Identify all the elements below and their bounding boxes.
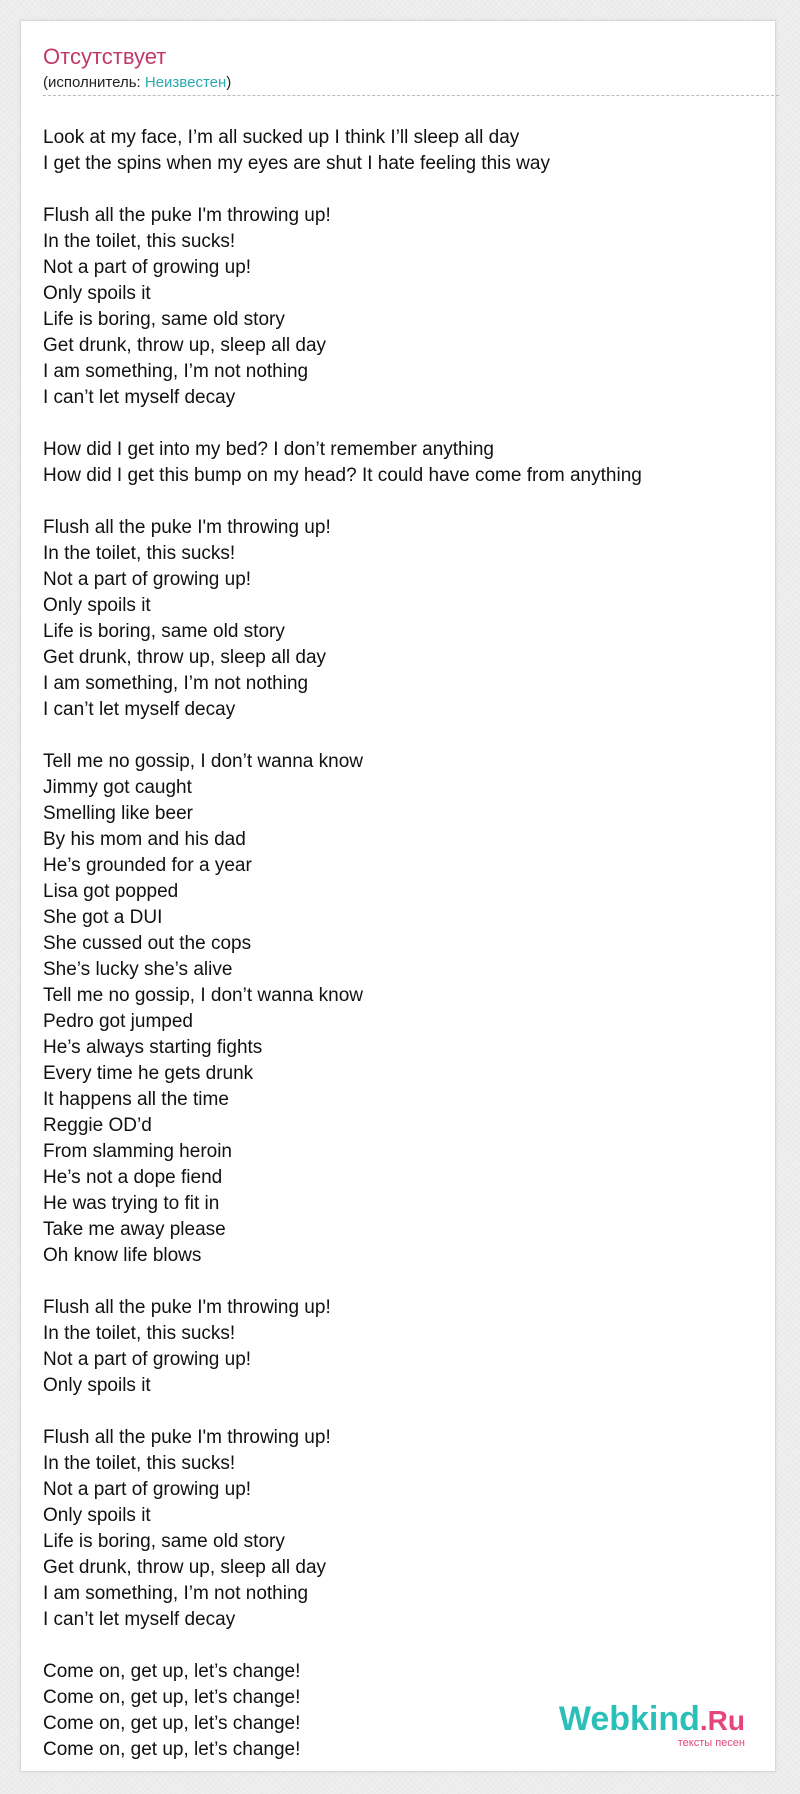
header-divider [43, 95, 779, 96]
lyrics-stanza [43, 125, 773, 177]
lyrics-line: I can’t let myself decay [43, 1609, 236, 1630]
lyrics-line: I am something, I’m not nothing [43, 673, 309, 694]
lyrics-line: Come on, get up, let’s change! [43, 1713, 301, 1734]
logo-tagline: тексты песен [677, 1737, 745, 1749]
lyrics-line: Flush all the puke I'm throwing up! [43, 517, 331, 538]
lyrics-line: Life is boring, same old story [43, 309, 285, 330]
lyrics-line: Lisa got popped [43, 881, 179, 902]
lyrics-stanza [43, 437, 773, 489]
lyrics-line: It happens all the time [43, 1089, 229, 1110]
lyrics-line: Only spoils it [43, 1375, 151, 1396]
lyrics-line: Life is boring, same old story [43, 1531, 285, 1552]
lyrics-line: Oh know life blows [43, 1245, 202, 1266]
artist-line [43, 73, 231, 93]
lyrics-line: Get drunk, throw up, sleep all day [43, 647, 327, 668]
lyrics-line: Get drunk, throw up, sleep all day [43, 1557, 327, 1578]
lyrics-line: Flush all the puke I'm throwing up! [43, 1427, 331, 1448]
lyrics-line: Not a part of growing up! [43, 1349, 252, 1370]
lyrics-line: Not a part of growing up! [43, 1479, 252, 1500]
lyrics-line: From slamming heroin [43, 1141, 232, 1162]
lyrics-line: Tell me no gossip, I don’t wanna know [43, 985, 364, 1006]
lyrics-line: Not a part of growing up! [43, 257, 252, 278]
lyrics-line: I am something, I’m not nothing [43, 361, 309, 382]
lyrics-line: Look at my face, I’m all sucked up I think I’ll sleep all day [43, 127, 520, 148]
lyrics-stanza [43, 203, 773, 411]
lyrics-line: In the toilet, this sucks! [43, 1453, 236, 1474]
lyrics-line: I am something, I’m not nothing [43, 1583, 309, 1604]
lyrics-line: Pedro got jumped [43, 1011, 193, 1032]
logo-tld: .Ru [699, 1705, 745, 1736]
song-title: Отсутствует [43, 44, 167, 69]
lyrics-line: He was trying to fit in [43, 1193, 220, 1214]
lyrics-line: He’s grounded for a year [43, 855, 252, 876]
webkind-logo[interactable] [559, 1701, 745, 1749]
lyrics-line: In the toilet, this sucks! [43, 543, 236, 564]
lyrics-stanza [43, 515, 773, 723]
lyrics-line: Only spoils it [43, 595, 151, 616]
lyrics-line: Every time he gets drunk [43, 1063, 254, 1084]
artist-prefix: (исполнитель: [43, 74, 145, 91]
lyrics-line: She got a DUI [43, 907, 163, 928]
logo-wordmark [559, 1701, 745, 1739]
lyrics-line: He’s not a dope fiend [43, 1167, 223, 1188]
lyrics-line: How did I get this bump on my head? It could have come from anything [43, 465, 642, 486]
lyrics-line: I can’t let myself decay [43, 699, 236, 720]
lyrics-card [20, 20, 776, 1772]
lyrics-line: She cussed out the cops [43, 933, 252, 954]
lyrics-line: Come on, get up, let’s change! [43, 1661, 301, 1682]
lyrics-line: Life is boring, same old story [43, 621, 285, 642]
lyrics-line: Come on, get up, let’s change! [43, 1687, 301, 1708]
lyrics-line: I can’t let myself decay [43, 387, 236, 408]
lyrics-line: I get the spins when my eyes are shut I hate feeling this way [43, 153, 550, 174]
lyrics-stanza [43, 749, 773, 1269]
lyrics-line: By his mom and his dad [43, 829, 246, 850]
logo-name: Webkind [558, 1700, 700, 1738]
lyrics-line: Not a part of growing up! [43, 569, 252, 590]
lyrics-line: Jimmy got caught [43, 777, 192, 798]
lyrics-stanza [43, 1425, 773, 1633]
lyrics-line: Get drunk, throw up, sleep all day [43, 335, 327, 356]
lyrics-line: In the toilet, this sucks! [43, 1323, 236, 1344]
lyrics-line: Come on, get up, let’s change! [43, 1739, 301, 1760]
lyrics-line: Flush all the puke I'm throwing up! [43, 1297, 331, 1318]
lyrics-line: She’s lucky she’s alive [43, 959, 233, 980]
lyrics-line: Reggie OD’d [43, 1115, 152, 1136]
lyrics-line: Only spoils it [43, 283, 151, 304]
lyrics-line: Flush all the puke I'm throwing up! [43, 205, 331, 226]
lyrics-line: Tell me no gossip, I don’t wanna know [43, 751, 364, 772]
lyrics-line: How did I get into my bed? I don’t remember anything [43, 439, 494, 460]
lyrics-line: In the toilet, this sucks! [43, 231, 236, 252]
lyrics-line: Only spoils it [43, 1505, 151, 1526]
lyrics-line: He’s always starting fights [43, 1037, 263, 1058]
lyrics-stanza [43, 1295, 773, 1399]
artist-link[interactable]: Неизвестен [144, 74, 227, 91]
artist-suffix: ) [226, 74, 232, 91]
lyrics-body [43, 125, 773, 1789]
lyrics-line: Take me away please [43, 1219, 226, 1240]
lyrics-line: Smelling like beer [43, 803, 193, 824]
